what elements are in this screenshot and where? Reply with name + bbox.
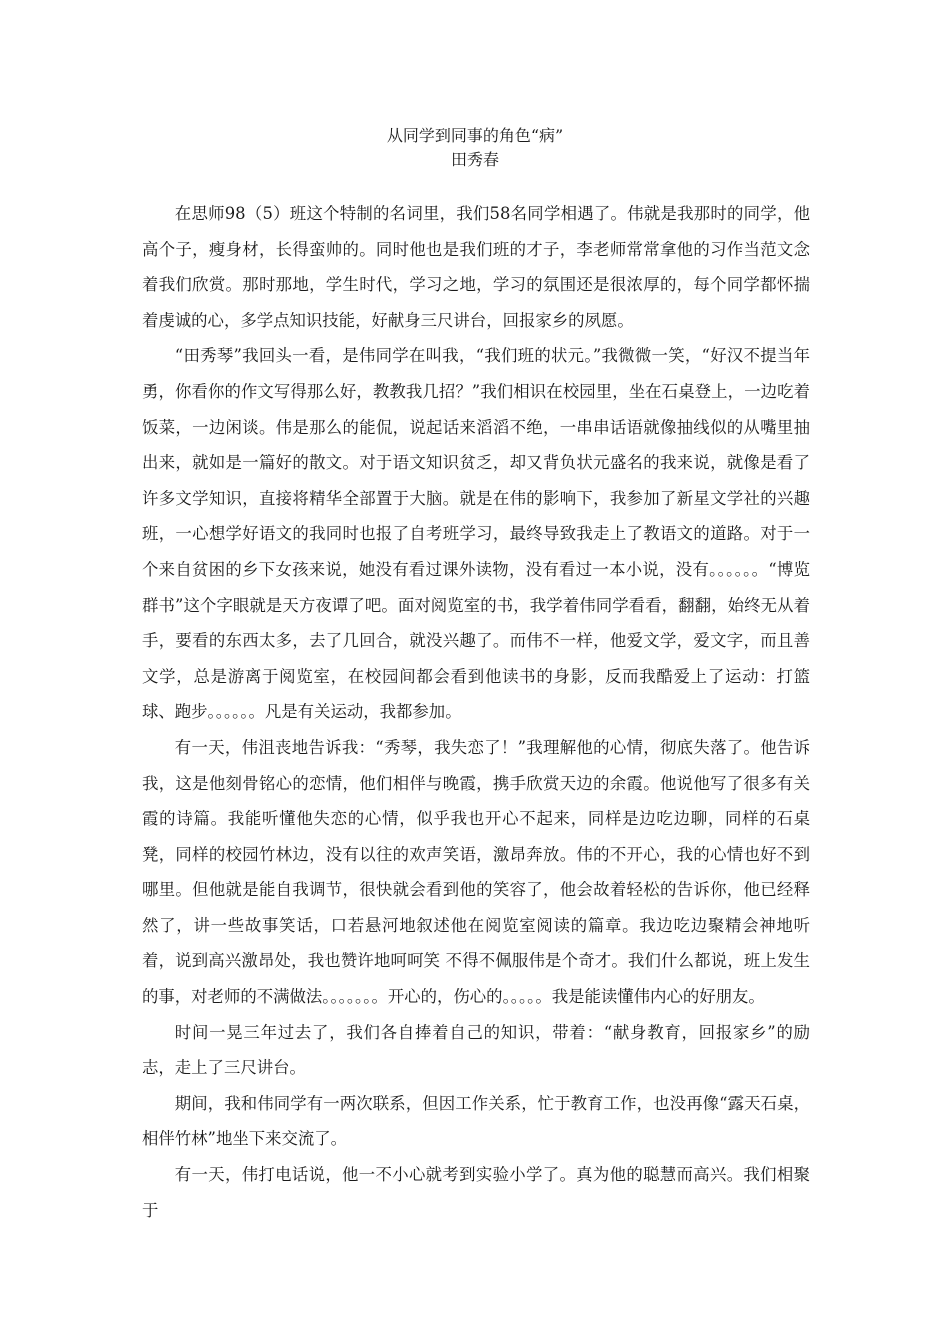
paragraph: 在思师98（5）班这个特制的名词里，我们58名同学相遇了。伟就是我那时的同学，他高个子，瘦身材，长得蛮帅的。同时他也是我们班的才子，李老师常常拿他的习作当范文念着我们欣赏。那时那地，学生时代，学习之地，学习的氛围还是很浓厚的，每个同学都怀揣着虔诚的心，多学点知识技能，好献身三尺讲台，回报家乡的夙愿。 (142, 204, 810, 330)
document-header (0, 124, 950, 172)
document-author: 田秀春 (450, 150, 499, 169)
document-title: 从同学到同事的角色“病” (386, 126, 564, 145)
document-body (142, 196, 810, 1228)
paragraph: 时间一晃三年过去了，我们各自捧着自己的知识，带着：“献身教育，回报家乡”的励志，走上了三尺讲台。 (142, 1022, 810, 1078)
paragraph: 有一天，伟沮丧地告诉我：“秀琴，我失恋了！”我理解他的心情，彻底失落了。他告诉我，这是他刻骨铭心的恋情，他们相伴与晚霞，携手欣赏天边的余霞。他说他写了很多有关霞的诗篇。我能听懂他失恋的心情，似乎我也开心不起来，同样是边吃边聊，同样的石桌凳，同样的校园竹林边，没有以往的欢声笑语，激昂奔放。伟的不开心，我的心情也好不到哪里。但他就是能自我调节，很快就会看到他的笑容了，他会故着轻松的告诉你，他已经释然了，讲一些故事笑话，口若悬河地叙述他在阅览室阅读的篇章。我边吃边聚精会神地听着，说到高兴激昂处，我也赞许地呵呵笑 不得不佩服伟是个奇才。我们什么都说，班上发生的事，对老师的不满做法。。。。。。。开心的，伤心的。。。。。我是能读懂伟内心的好朋友。 (142, 737, 810, 1007)
paragraph: 期间，我和伟同学有一两次联系，但因工作关系，忙于教育工作，也没再像“露天石桌，相伴竹林”地坐下来交流了。 (142, 1093, 810, 1149)
paragraph: 有一天，伟打电话说，他一不小心就考到实验小学了。真为他的聪慧而高兴。我们相聚于 (142, 1165, 810, 1220)
paragraph: “田秀琴”我回头一看，是伟同学在叫我，“我们班的状元。”我微微一笑，“好汉不提当年勇，你看你的作文写得那么好，教教我几招？”我们相识在校园里，坐在石桌登上，一边吃着饭菜，一边闲谈。伟是那么的能侃，说起话来滔滔不绝，一串串话语就像抽线似的从嘴里抽出来，就如是一篇好的散文。对于语文知识贫乏，却又背负状元盛名的我来说，就像是看了许多文学知识，直接将精华全部置于大脑。就是在伟的影响下，我参加了新星文学社的兴趣班，一心想学好语文的我同时也报了自考班学习，最终导致我走上了教语文的道路。对于一个来自贫困的乡下女孩来说，她没有看过课外读物，没有看过一本小说，没有。。。。。。“博览群书”这个字眼就是天方夜谭了吧。面对阅览室的书，我学着伟同学看看，翻翻，始终无从着手，要看的东西太多，去了几回合，就没兴趣了。而伟不一样，他爱文学，爱文字，而且善文学，总是游离于阅览室，在校园间都会看到他读书的身影，反而我酷爱上了运动：打篮球、跑步。。。。。。凡是有关运动，我都参加。 (142, 346, 810, 722)
